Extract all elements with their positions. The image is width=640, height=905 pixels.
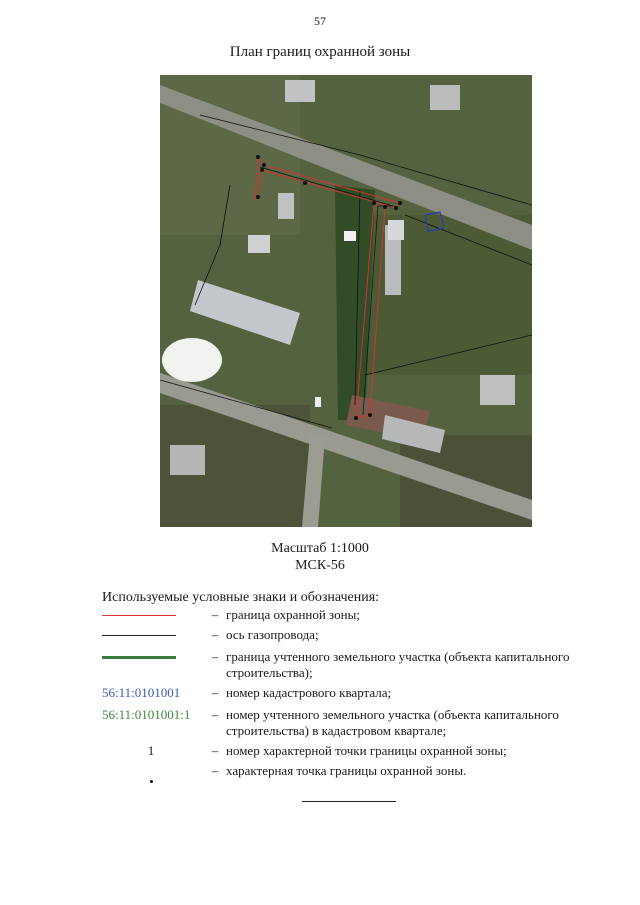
red-line-symbol xyxy=(102,615,176,616)
legend-text: ось газопровода; xyxy=(226,627,319,642)
satellite-map xyxy=(160,75,532,527)
legend-row: – характерная точка границы охранной зоны. xyxy=(102,763,602,783)
legend-row: – граница охранной зоны; xyxy=(102,607,602,623)
legend-row: – ось газопровода; xyxy=(102,627,602,643)
building-small xyxy=(430,85,460,110)
scale-block xyxy=(0,540,640,574)
quarter-code-sample: 56:11:0101001 xyxy=(102,685,181,700)
map-marker-icon xyxy=(344,231,356,241)
building-small xyxy=(248,235,270,253)
footer-divider xyxy=(302,801,396,802)
point-dot-icon xyxy=(150,780,153,783)
point-number-sample: 1 xyxy=(147,743,155,758)
legend-row: – граница учтенного земельного участка (объекта капитального строительства); xyxy=(102,649,602,681)
legend-text: номер учтенного земельного участка (объекта капитального строительства) в кадастровом квартале; xyxy=(226,707,559,738)
building-small xyxy=(285,80,315,102)
building-small xyxy=(388,220,404,240)
bright-spot xyxy=(162,338,222,382)
legend-row: 56:11:0101001 – номер кадастрового квартала; xyxy=(102,685,602,701)
crs-label: МСК-56 xyxy=(295,558,345,573)
legend-text: граница учтенного земельного участка (объекта капитального строительства); xyxy=(226,649,570,680)
building-small xyxy=(170,445,205,475)
green-line-symbol xyxy=(102,656,176,659)
legend-row: 56:11:0101001:1 – номер учтенного земельного участка (объекта капитального строительства) в кадастровом квартале; xyxy=(102,707,602,739)
legend-heading: Используемые условные знаки и обозначения: xyxy=(102,590,380,605)
legend xyxy=(102,607,602,787)
legend-text: номер характерной точки границы охранной зоны; xyxy=(226,743,507,758)
legend-row: 1 – номер характерной точки границы охранной зоны; xyxy=(102,743,602,759)
legend-text: граница охранной зоны; xyxy=(226,607,360,622)
building-small xyxy=(278,193,294,219)
page-number: 57 xyxy=(314,14,326,28)
map-marker-icon xyxy=(315,397,321,407)
legend-text: номер кадастрового квартала; xyxy=(226,685,392,700)
page-title: План границ охранной зоны xyxy=(229,44,411,60)
scale-label: Масштаб 1:1000 xyxy=(271,541,369,556)
building-small xyxy=(480,375,515,405)
legend-text: характерная точка границы охранной зоны. xyxy=(226,763,467,778)
parcel-code-sample: 56:11:0101001:1 xyxy=(102,707,191,722)
black-line-symbol xyxy=(102,635,176,636)
